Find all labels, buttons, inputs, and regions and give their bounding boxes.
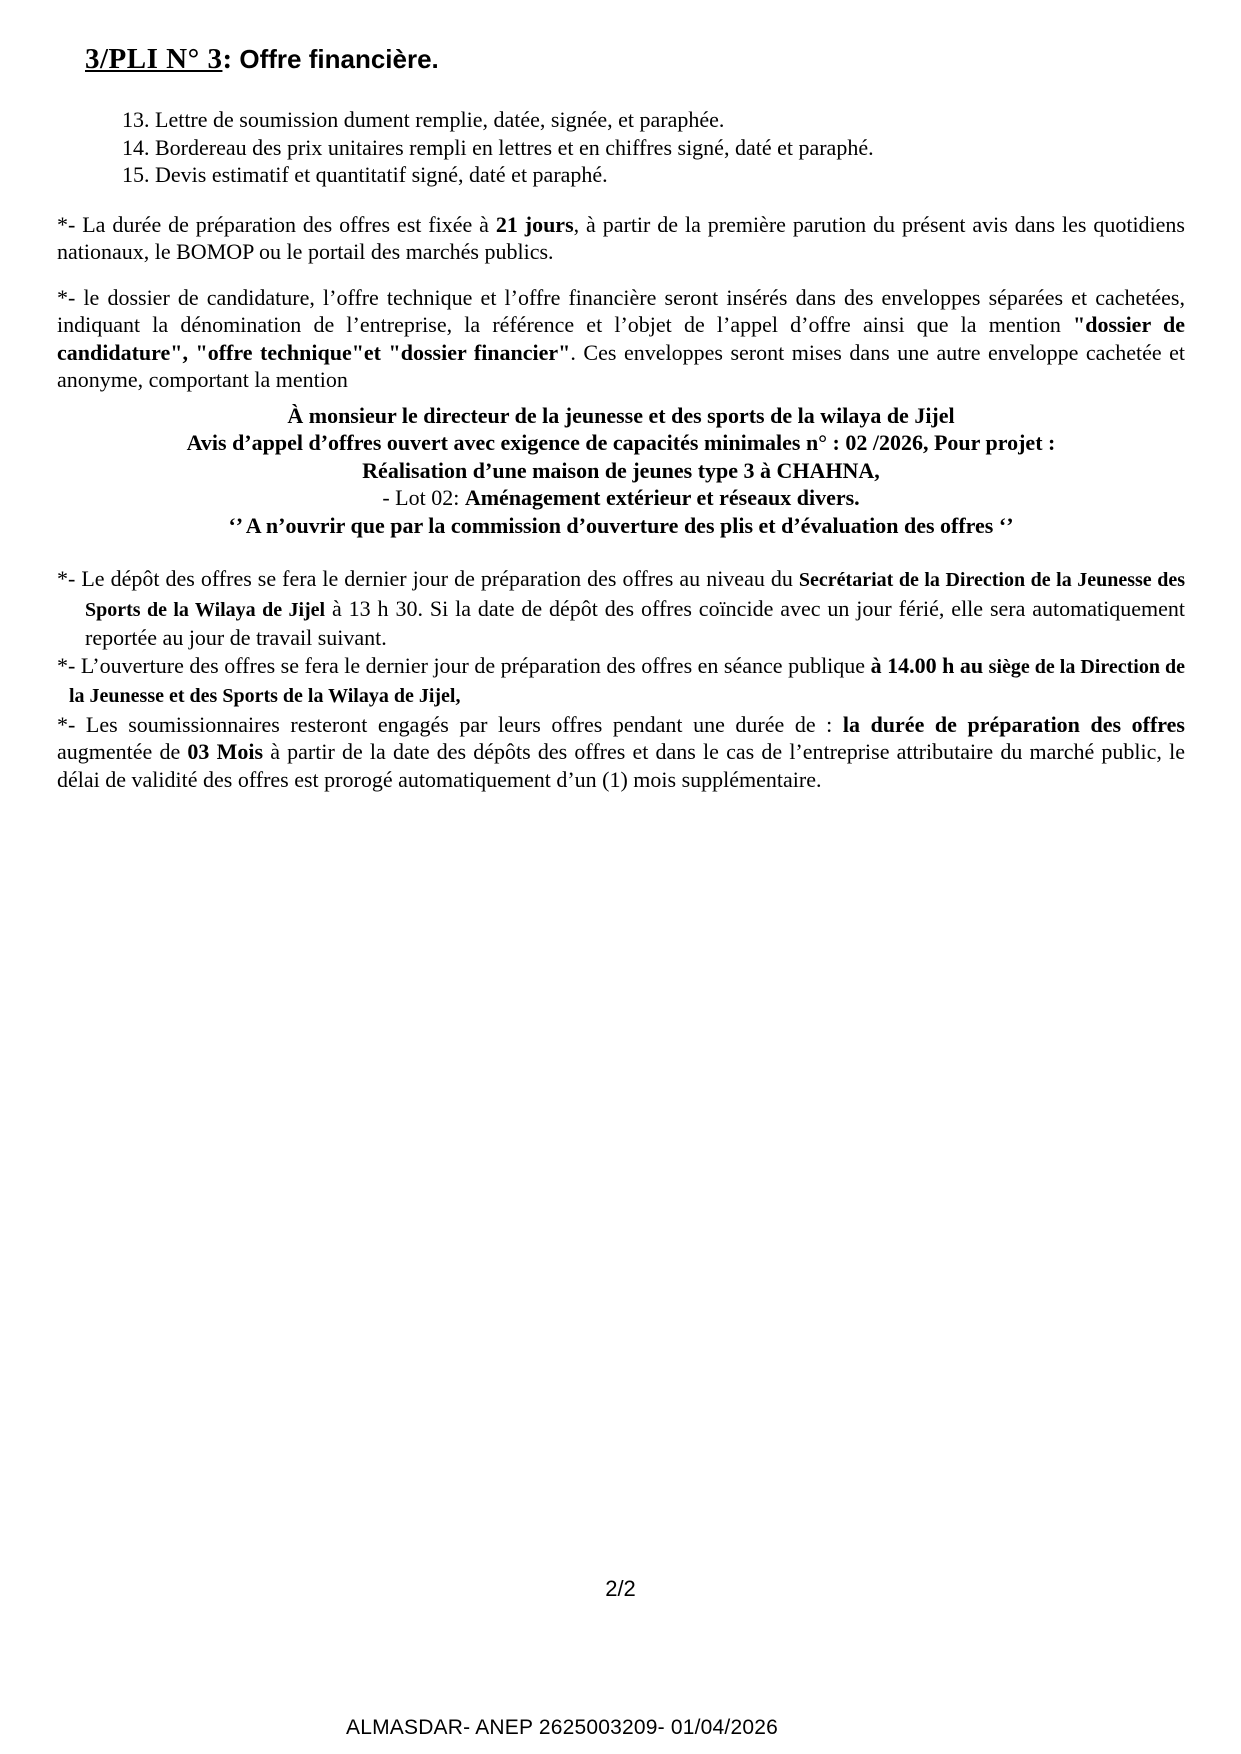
paragraph-text: , à partir de la première parution du présent avis dans les quotidiens nationaux, le BOMOP ou le portail des marchés publics. (57, 211, 1185, 264)
mention-addressee: À monsieur le directeur de la jeunesse et des sports de la wilaya de Jijel (287, 402, 955, 428)
bold-21-jours: 21 jours (495, 211, 574, 237)
paragraph-text: à partir de la date des dépôts des offres et dans le cas de l’entreprise attributaire du marché public, le délai de validité des offres est prorogé automatiquement d’un (1) mois supplémentaire. (57, 739, 1185, 792)
list-item: 15. Devis estimatif et quantitatif signé, daté et paraphé. (122, 162, 608, 187)
paragraph-preparation-duration (57, 211, 1185, 266)
envelope-mention-block (57, 402, 1185, 540)
paragraph-text: *- le dossier de candidature, l’offre technique et l’offre financière seront insérés dans des enveloppes séparées et cachetées, indiquant la dénomination de l’entreprise, la référence et l’objet de l’appel d’offre ainsi que la mention (57, 284, 1185, 337)
section-title (85, 42, 1185, 76)
paragraph-engagement (57, 711, 1185, 794)
document-content (0, 0, 1241, 793)
list-item: 14. Bordereau des prix unitaires rempli en lettres et en chiffres signé, daté et paraphé. (122, 134, 874, 160)
paragraph-envelopes (57, 284, 1185, 394)
bold-envelope-mentions: "dossier de candidature", "offre technique"et "dossier financier" (57, 312, 1185, 365)
section-title-label: Offre financière. (239, 44, 439, 74)
paragraph-text: augmentée de (57, 739, 188, 764)
mention-notice: Avis d’appel d’offres ouvert avec exigence de capacités minimales n° : 02 /2026, Pour projet : (186, 430, 1056, 455)
bold-03-mois: 03 Mois (187, 739, 264, 764)
list-item: 13. Lettre de soumission dument remplie, datée, signée, et paraphée. (122, 107, 725, 132)
paragraph-text: *- La durée de préparation des offres est fixée à (57, 211, 496, 237)
mention-project: Réalisation d’une maison de jeunes type 3 à CHAHNA, (362, 457, 880, 483)
mention-lot-prefix: - Lot 02: (382, 485, 465, 510)
bold-opening-time: à 14.00 h au (870, 652, 989, 678)
page-number: 2/2 (605, 1576, 636, 1601)
paragraph-text: à 13 h 30. Si la date de dépôt des offres coïncide avec un jour férié, elle sera automatiquement reportée au jour de travail suivant. (85, 595, 1185, 650)
footer-note: ALMASDAR- ANEP 2625003209- 01/04/2026 (346, 1716, 778, 1739)
paragraph-text: *- Le dépôt des offres se fera le dernier jour de préparation des offres au niveau du (57, 566, 799, 591)
paragraph-opening (57, 652, 1185, 711)
paragraph-text: *- L’ouverture des offres se fera le dernier jour de préparation des offres en séance publique (57, 652, 871, 678)
paragraph-deposit (57, 565, 1185, 652)
section-title-colon: : (222, 43, 240, 75)
mention-lot (57, 484, 1185, 512)
section-title-number: 3/PLI N° 3 (85, 43, 223, 75)
bold-opening-place: siège de la Direction de la Jeunesse et des Sports de la Wilaya de Jijel, (69, 655, 1185, 707)
mention-lot-title: Aménagement extérieur et réseaux divers. (464, 485, 860, 510)
mention-warning: ‘’ A n’ouvrir que par la commission d’ouverture des plis et d’évaluation des offres ‘’ (228, 512, 1014, 538)
bold-secretariat-direction: Secrétariat de la Direction de la Jeunesse des Sports de la Wilaya de Jijel (85, 569, 1185, 621)
bold-engagement-duration: la durée de préparation des offres (842, 711, 1185, 737)
financial-offer-document-list (122, 106, 1185, 189)
paragraph-text: . Ces enveloppes seront mises dans une autre enveloppe cachetée et anonyme, comportant la mention (57, 339, 1186, 392)
paragraph-text: *- Les soumissionnaires resteront engagés par leurs offres pendant une durée de : (57, 711, 843, 737)
